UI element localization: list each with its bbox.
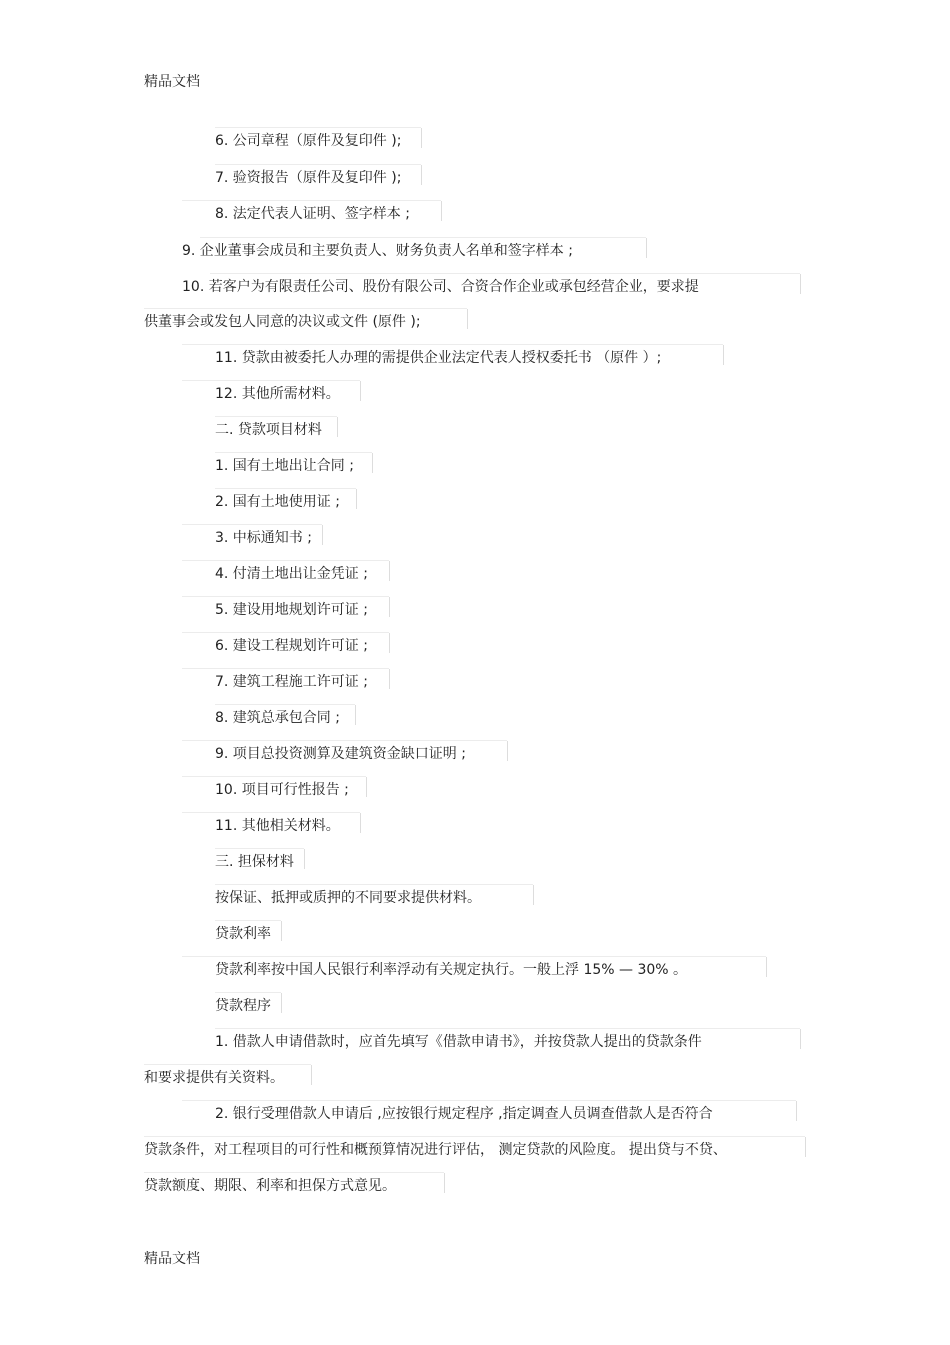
line-rule xyxy=(182,776,366,777)
line-rule xyxy=(215,452,372,453)
line-bar xyxy=(281,921,282,941)
line-rule xyxy=(215,704,355,705)
line-bar xyxy=(322,525,323,545)
line-rule xyxy=(182,200,441,201)
text-line: 二. 贷款项目材料 xyxy=(215,422,322,438)
line-rule xyxy=(215,1028,800,1029)
line-rule xyxy=(215,488,356,489)
text-line: 6. 建设工程规划许可证 ; xyxy=(215,638,368,654)
text-line: 4. 付清土地出让金凭证 ; xyxy=(215,566,368,582)
line-bar xyxy=(389,597,390,617)
page-header: 精品文档 xyxy=(144,74,200,90)
text-line: 7. 验资报告（原件及复印件 ); xyxy=(215,170,402,186)
line-bar xyxy=(646,238,647,258)
line-rule xyxy=(215,992,281,993)
line-bar xyxy=(421,165,422,185)
line-rule xyxy=(182,1100,796,1101)
line-rule xyxy=(144,1172,444,1173)
line-rule xyxy=(200,237,646,238)
text-line: 2. 银行受理借款人申请后 ,应按银行规定程序 ,指定调查人员调查借款人是否符合 xyxy=(215,1106,713,1122)
line-bar xyxy=(366,777,367,797)
line-bar xyxy=(356,489,357,509)
line-bar xyxy=(796,1101,797,1121)
line-bar xyxy=(372,453,373,473)
text-line: 贷款程序 xyxy=(215,998,271,1014)
text-line: 10. 项目可行性报告 ; xyxy=(215,782,349,798)
text-line: 三. 担保材料 xyxy=(215,854,294,870)
line-bar xyxy=(805,1137,806,1157)
text-line: 8. 建筑总承包合同 ; xyxy=(215,710,340,726)
line-rule xyxy=(215,416,337,417)
line-rule xyxy=(182,344,723,345)
line-rule xyxy=(182,560,389,561)
text-line: 贷款利率按中国人民银行利率浮动有关规定执行。一般上浮 15% — 30% 。 xyxy=(215,962,688,978)
line-bar xyxy=(304,849,305,869)
text-line: 10. 若客户为有限责任公司、股份有限公司、合资合作企业或承包经营企业，要求提 xyxy=(182,279,699,295)
line-bar xyxy=(337,417,338,437)
text-line: 2. 国有土地使用证 ; xyxy=(215,494,340,510)
line-rule xyxy=(182,812,360,813)
line-rule xyxy=(215,920,281,921)
line-rule xyxy=(215,848,304,849)
text-line: 6. 公司章程（原件及复印件 ); xyxy=(215,133,402,149)
line-rule xyxy=(144,308,467,309)
text-line: 3. 中标通知书 ; xyxy=(215,530,312,546)
line-bar xyxy=(389,633,390,653)
text-line: 1. 借款人申请借款时，应首先填写《借款申请书》，并按贷款人提出的贷款条件 xyxy=(215,1034,702,1050)
text-line: 贷款利率 xyxy=(215,926,271,942)
text-line: 按保证、抵押或质押的不同要求提供材料。 xyxy=(215,890,481,906)
line-bar xyxy=(360,381,361,401)
page-footer: 精品文档 xyxy=(144,1251,200,1267)
line-bar xyxy=(389,669,390,689)
line-bar xyxy=(533,885,534,905)
text-line: 和要求提供有关资料。 xyxy=(144,1070,284,1086)
line-bar xyxy=(467,309,468,329)
line-rule xyxy=(182,740,507,741)
line-bar xyxy=(355,705,356,725)
text-line: 12. 其他所需材料。 xyxy=(215,386,340,402)
line-bar xyxy=(281,993,282,1013)
line-bar xyxy=(723,345,724,365)
text-line: 7. 建筑工程施工许可证 ; xyxy=(215,674,368,690)
line-rule xyxy=(182,380,360,381)
line-bar xyxy=(800,1029,801,1049)
line-rule xyxy=(215,884,533,885)
line-rule xyxy=(182,596,389,597)
text-line: 9. 项目总投资测算及建筑资金缺口证明 ; xyxy=(215,746,466,762)
text-line: 8. 法定代表人证明、签字样本 ; xyxy=(215,206,410,222)
text-line: 1. 国有土地出让合同 ; xyxy=(215,458,354,474)
text-line: 供董事会或发包人同意的决议或文件 (原件 ); xyxy=(144,314,421,330)
line-bar xyxy=(389,561,390,581)
line-bar xyxy=(311,1065,312,1085)
text-line: 11. 其他相关材料。 xyxy=(215,818,340,834)
text-line: 贷款条件，对工程项目的可行性和概预算情况进行评估， 测定贷款的风险度。 提出贷与不贷、 xyxy=(144,1142,727,1158)
line-rule xyxy=(182,632,389,633)
line-rule xyxy=(215,164,421,165)
line-bar xyxy=(360,813,361,833)
line-rule xyxy=(144,1136,805,1137)
line-bar xyxy=(441,201,442,221)
line-rule xyxy=(210,273,800,274)
line-bar xyxy=(766,957,767,977)
line-bar xyxy=(421,128,422,148)
text-line: 11. 贷款由被委托人办理的需提供企业法定代表人授权委托书 （原件 ）; xyxy=(215,350,662,366)
text-line: 5. 建设用地规划许可证 ; xyxy=(215,602,368,618)
line-rule xyxy=(182,956,766,957)
line-bar xyxy=(444,1173,445,1193)
line-rule xyxy=(144,1064,311,1065)
line-rule xyxy=(182,524,322,525)
line-rule xyxy=(182,668,389,669)
line-rule xyxy=(215,127,421,128)
line-bar xyxy=(800,274,801,294)
line-bar xyxy=(507,741,508,761)
text-line: 贷款额度、期限、利率和担保方式意见。 xyxy=(144,1178,396,1194)
text-line: 9. 企业董事会成员和主要负责人、财务负责人名单和签字样本 ; xyxy=(182,243,573,259)
